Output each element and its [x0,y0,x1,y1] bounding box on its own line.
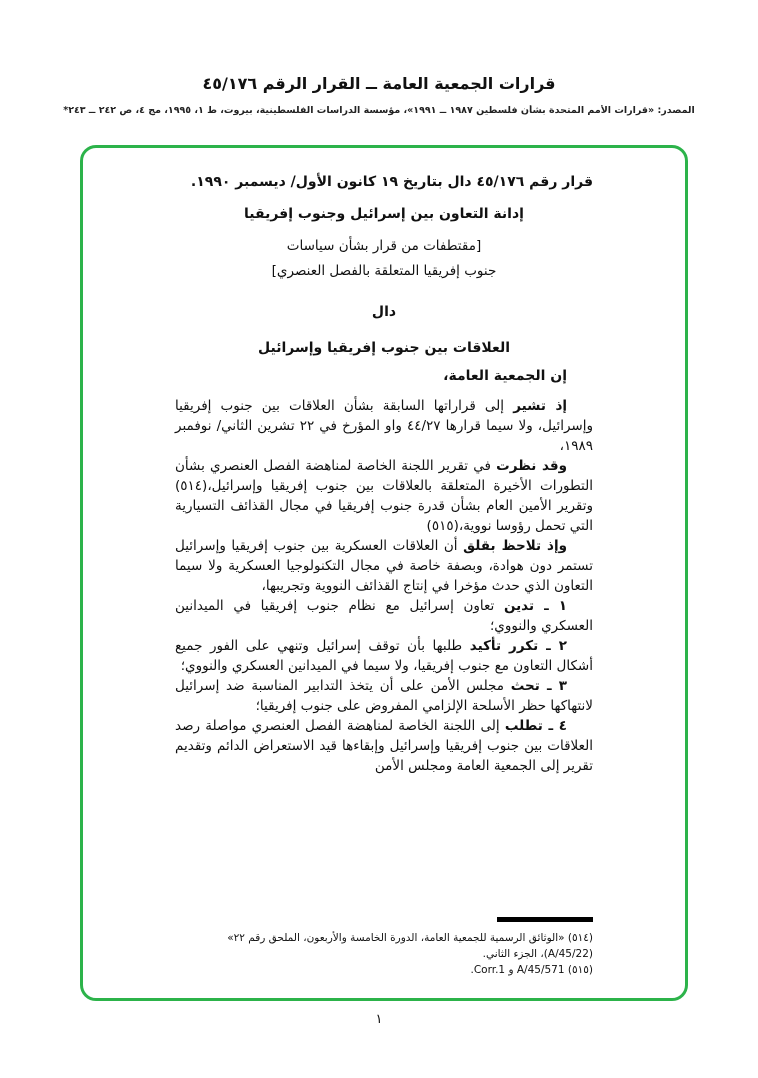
paragraph-text: مجلس الأمن على أن يتخذ التدابير المناسبة ضد إسرائيل لانتهاكها حظر الأسلحة الإلزامي المفروض على جنوب إفريقيا؛ [175,678,593,714]
resolution-paragraph [175,596,593,636]
salutation: إن الجمعية العامة، [443,368,567,384]
footnotes-block [175,909,593,978]
paragraph-text: في تقرير اللجنة الخاصة لمناهضة الفصل العنصري بشأن التطورات الأخيرة المتعلقة بالعلاقات بين جنوب إفريقيا وإسرائيل،(٥١٤) وتقرير الأمين العام بشأن قدرة جنوب إفريقيا في مجال القذائف التسيارية التي تحمل رؤوسا نووية،(٥١٥) [175,458,593,534]
paragraph-text: تعاون إسرائيل مع نظام جنوب إفريقيا في الميدانين العسكري والنووي؛ [175,598,593,634]
page-number: ١ [375,1012,383,1027]
paragraph-lead: ١ ـ تدين [503,598,567,614]
resolution-paragraph [175,536,593,596]
section-title: العلاقات بين جنوب إفريقيا وإسرائيل [257,340,511,356]
resolution-box [80,145,688,1001]
footnote: (٥١٥) A/45/571 و Corr.1. [470,964,593,976]
resolution-paragraph [175,456,593,536]
resolution-paragraph [175,676,593,716]
paragraph-lead: ٣ ـ تحث [510,678,567,694]
source-citation-line: المصدر: «قرارات الأمم المتحدة بشأن فلسطين ١٩٨٧ ــ ١٩٩١»، مؤسسة الدراسات الفلسطينية، بيروت، ط ١، ١٩٩٥، مج ٤، ص ٢٤٢ ــ ٢٤٣* [63,105,695,116]
bracket-note-line1: [مقتطفات من قرار بشأن سياسات [286,238,482,254]
bracket-note-line2: جنوب إفريقيا المتعلقة بالفصل العنصري] [271,263,497,279]
paragraph-text: إلى قراراتها السابقة بشأن العلاقات بين جنوب إفريقيا وإسرائيل، ولا سيما قرارها ٤٤/٢٧ واو المؤرخ في ٢٢ تشرين الثاني/ نوفمبر ١٩٨٩، [175,398,593,454]
footnote: (٥١٤) «الوثائق الرسمية للجمعية العامة، الدورة الخامسة والأربعون، الملحق رقم ٢٢» (A/45/22)، الجزء الثاني. [227,932,593,960]
resolution-paragraph [175,716,593,776]
paragraph-text: أن العلاقات العسكرية بين جنوب إفريقيا وإسرائيل تستمر دون هوادة، وبصفة خاصة في مجال التكنولوجيا العسكرية ولا سيما التعاون الذي حدث مؤخرا في إنتاج القذائف النووية وتجريبها، [175,538,593,594]
resolution-content [83,148,685,776]
resolution-paragraph [175,396,593,456]
paragraph-lead: ٤ ـ تطلب [504,718,567,734]
document-header-title: قرارات الجمعية العامة ــ القرار الرقم ٤٥/١٧٦ [202,74,556,93]
paragraph-text: طلبها بأن توقف إسرائيل وتنهي على الفور جميع أشكال التعاون مع جنوب إفريقيا، ولا سيما في الميدانين العسكري والنووي؛ [175,638,593,674]
resolution-title-line: قرار رقم ٤٥/١٧٦ دال بتاريخ ١٩ كانون الأول/ ديسمبر ١٩٩٠. [190,174,593,190]
resolution-paragraph [175,636,593,676]
bracket-note [175,234,593,284]
paragraph-lead: وإذ تلاحظ بقلق [463,538,567,554]
paragraph-lead: ٢ ـ تكرر تأكيد [469,638,567,654]
footnote-separator-rule [497,917,593,922]
resolution-subject: إدانة التعاون بين إسرائيل وجنوب إفريقيا [244,206,524,222]
paragraph-lead: إذ تشير [513,398,567,414]
section-letter: دال [371,304,397,320]
paragraph-text: إلى اللجنة الخاصة لمناهضة الفصل العنصري مواصلة رصد العلاقات بين جنوب إفريقيا وإسرائيل وإبقاءها قيد الاستعراض الدائم وتقديم تقرير إلى الجمعية العامة ومجلس الأمن [175,718,593,774]
paragraph-lead: وقد نظرت [496,458,567,474]
